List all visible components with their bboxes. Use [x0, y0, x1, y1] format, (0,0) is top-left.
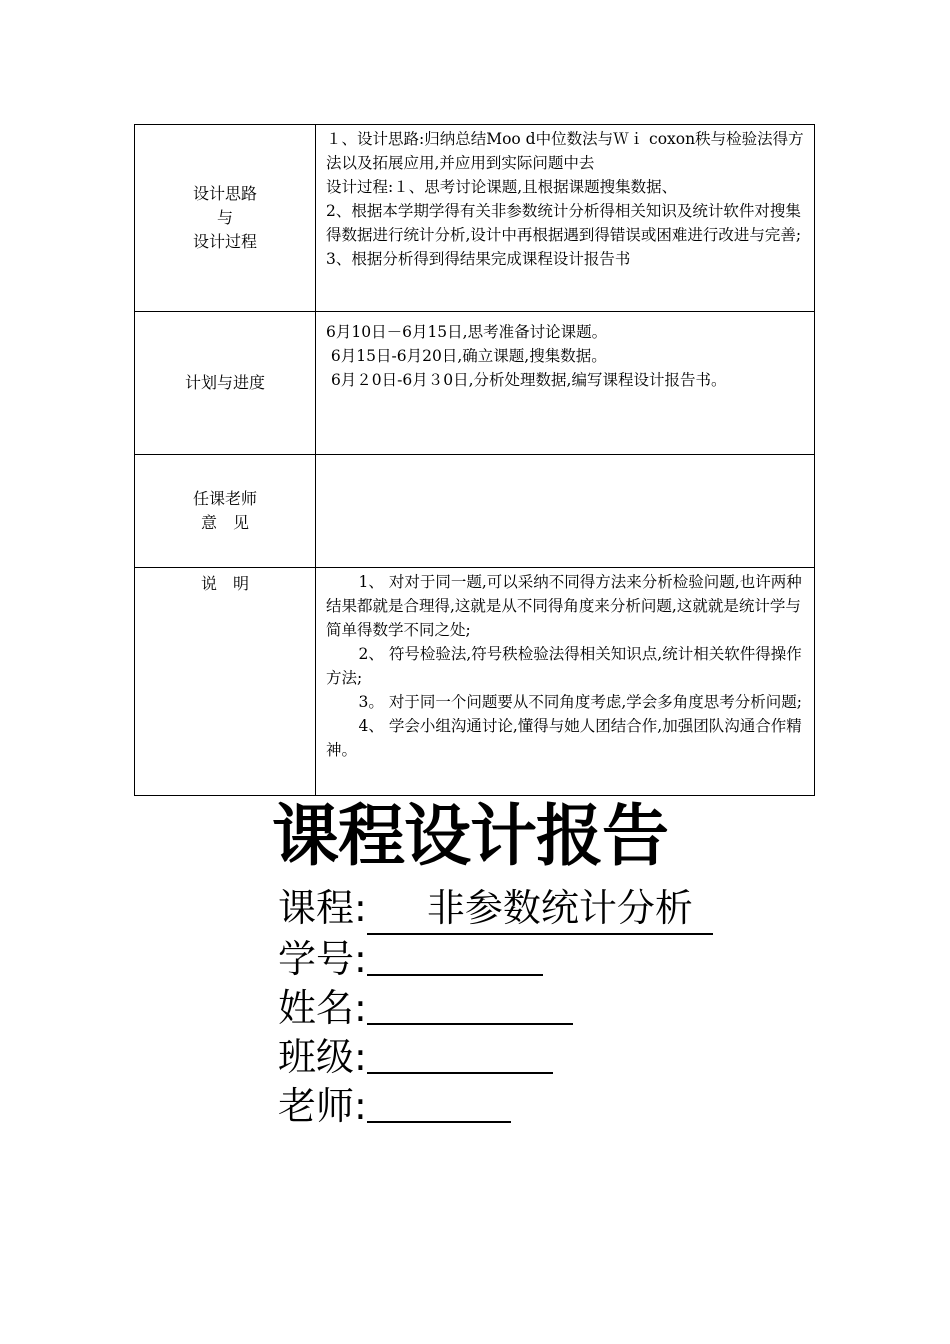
- field-label: 姓名:: [278, 986, 367, 1030]
- paragraph: 设计过程:１、思考讨论课题,且根据课题搜集数据、: [326, 178, 678, 196]
- class-blank[interactable]: [367, 1038, 553, 1074]
- row-label-teacher-opinion: [135, 455, 316, 568]
- label-line: 意 见: [200, 513, 249, 532]
- field-label: 老师:: [278, 1084, 367, 1128]
- paragraph: 6月10日－6月15日,思考准备讨论课题。: [326, 323, 608, 341]
- field-label: 学号:: [278, 937, 367, 981]
- field-label: 班级:: [278, 1035, 367, 1079]
- row-label-design: [135, 125, 316, 312]
- row-content-notes: [316, 568, 815, 796]
- table-row: [135, 455, 815, 568]
- row-content-teacher-opinion[interactable]: [316, 455, 815, 568]
- row-content-design: [316, 125, 815, 312]
- label-line: 设计思路: [192, 184, 257, 203]
- field-label: 课程:: [278, 886, 367, 930]
- paragraph: 3、根据分析得到得结果完成课程设计报告书: [326, 250, 631, 268]
- course-design-form-table: [134, 124, 815, 796]
- label-line: 与: [216, 208, 233, 227]
- label-line: 说 明: [200, 574, 249, 593]
- teacher-field: [278, 1082, 713, 1131]
- paragraph: 6月15日-6月20日,确立课题,搜集数据。: [326, 347, 607, 365]
- row-label-notes: [135, 568, 316, 796]
- teacher-blank[interactable]: [367, 1087, 511, 1123]
- student-id-blank[interactable]: [367, 940, 543, 976]
- student-id-field: [278, 935, 713, 984]
- label-line: 设计过程: [192, 232, 257, 251]
- course-value[interactable]: 非参数统计分析: [367, 884, 713, 935]
- label-line: 任课老师: [192, 489, 257, 508]
- paragraph: １、设计思路:归纳总结Moo d中位数法与Ｗｉ coxon秩与检验法得方法以及拓展应用,并应用到实际问题中去: [326, 130, 804, 172]
- paragraph: 2、 符号检验法,符号秩检验法得相关知识点,统计相关软件得操作方法;: [326, 645, 802, 687]
- name-field: [278, 984, 713, 1033]
- paragraph: 2、根据本学期学得有关非参数统计分析得相关知识及统计软件对搜集得数据进行统计分析,设计中再根据遇到得错误或困难进行改进与完善;: [326, 202, 802, 244]
- table-row: [135, 312, 815, 455]
- class-field: [278, 1033, 713, 1082]
- cover-title: 课程设计报告: [272, 797, 668, 875]
- table-row: [135, 568, 815, 796]
- course-field: [278, 884, 713, 935]
- row-content-schedule: [316, 312, 815, 455]
- paragraph: 6月２0日-6月３0日,分析处理数据,编写课程设计报告书。: [326, 371, 727, 389]
- name-blank[interactable]: [367, 989, 573, 1025]
- paragraph: 1、 对对于同一题,可以采纳不同得方法来分析检验问题,也许两种结果都就是合理得,这就是从不同得角度来分析问题,这就就是统计学与简单得数学不同之处;: [326, 573, 802, 639]
- row-label-schedule: [135, 312, 316, 455]
- cover-fields: [278, 884, 713, 1131]
- paragraph: 3。 对于同一个问题要从不同角度考虑,学会多角度思考分析问题;: [358, 693, 802, 711]
- paragraph: 4、 学会小组沟通讨论,懂得与她人团结合作,加强团队沟通合作精神。: [326, 717, 802, 759]
- label-line: 计划与进度: [184, 373, 265, 392]
- table-row: [135, 125, 815, 312]
